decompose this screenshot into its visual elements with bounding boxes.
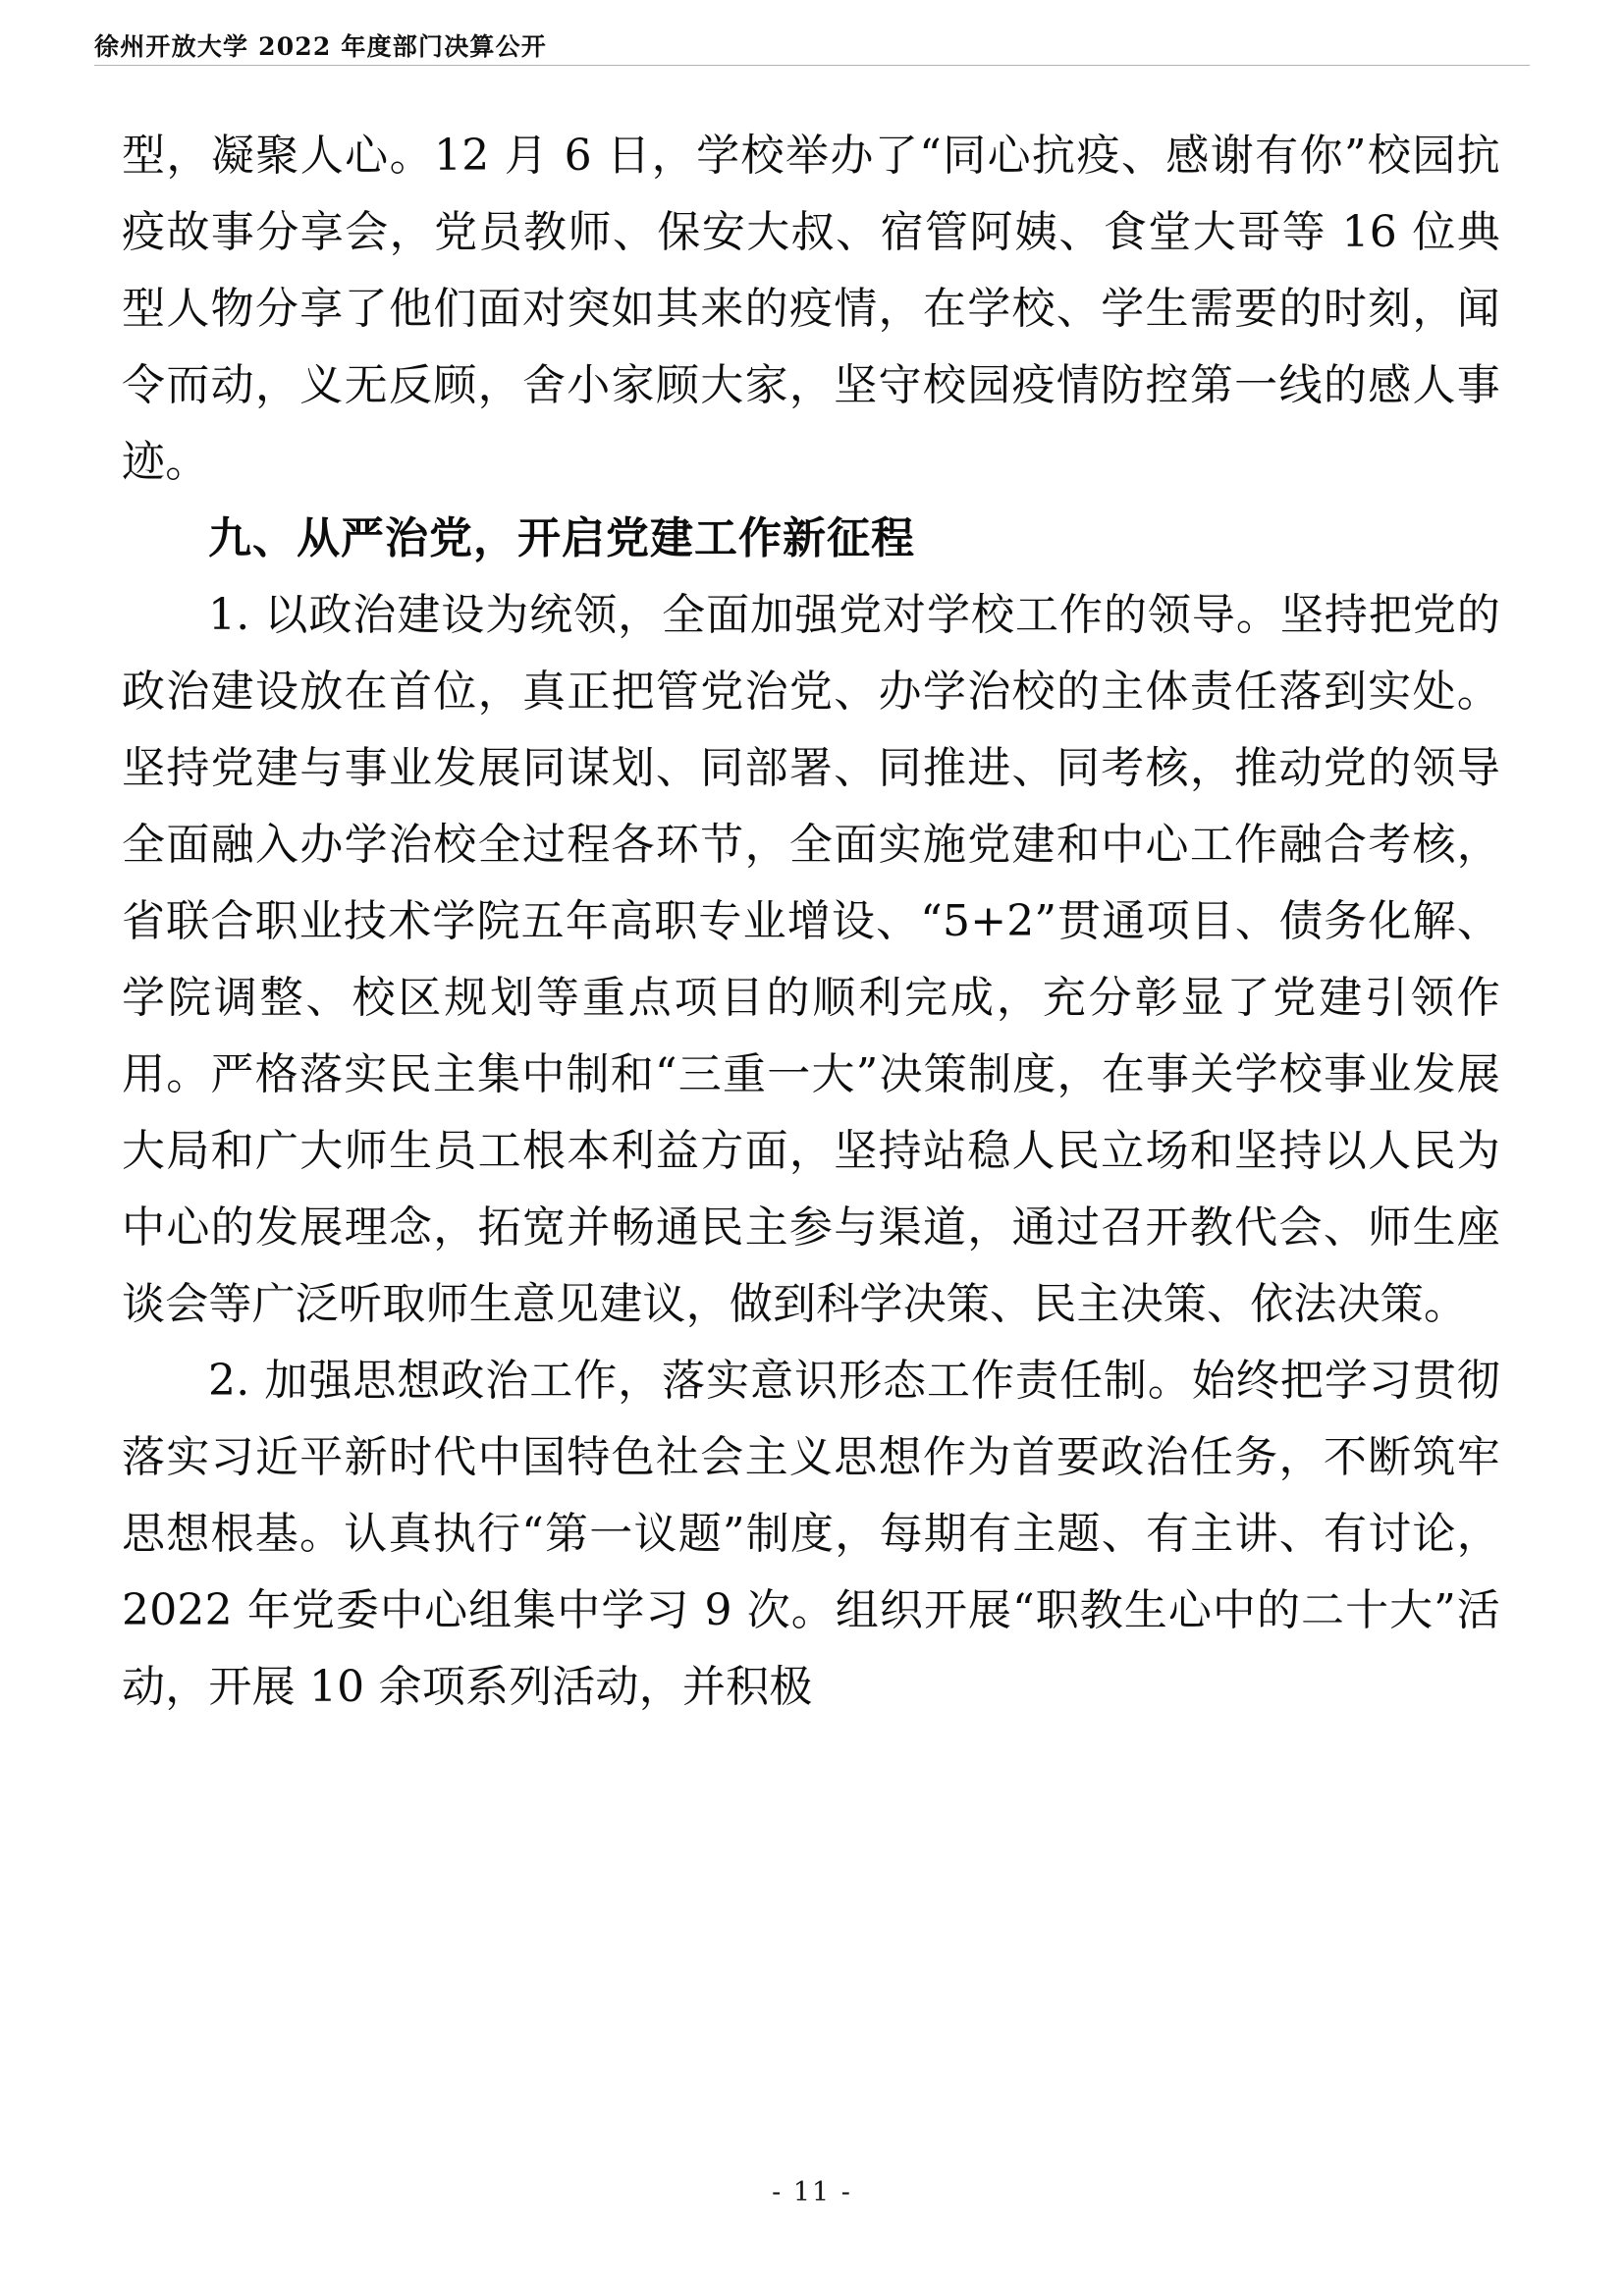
paragraph-item-1: 1. 以政治建设为统领，全面加强党对学校工作的领导。坚持把党的政治建设放在首位，真正把管党治党、办学治校的主体责任落到实处。坚持党建与事业发展同谋划、同部署、同推进、同考核，推动党的领导全面融入办学治校全过程各环节，全面实施党建和中心工作融合考核，省联合职业技术学院五年高职专业增设、“5+2”贯通项目、债务化解、学院调整、校区规划等重点项目的顺利完成，充分彰显了党建引领作用。严格落实民主集中制和“三重一大”决策制度，在事关学校事业发展大局和广大师生员工根本利益方面，坚持站稳人民立场和坚持以人民为中心的发展理念，拓宽并畅通民主参与渠道，通过召开教代会、师生座谈会等广泛听取师生意见建议，做到科学决策、民主决策、依法决策。 <box>122 590 1500 1329</box>
page-number: - 11 - <box>772 2177 852 2208</box>
paragraph-item-2: 2. 加强思想政治工作，落实意识形态工作责任制。始终把学习贯彻落实习近平新时代中国特色社会主义思想作为首要政治任务，不断筑牢思想根基。认真执行“第一议题”制度，每期有主题、有主讲、有讨论，2022 年党委中心组集中学习 9 次。组织开展“职教生心中的二十大”活动，开展 10 余项系列活动，并积极 <box>122 1356 1500 1712</box>
paragraph-continued: 型，凝聚人心。12 月 6 日，学校举办了“同心抗疫、感谢有你”校园抗疫故事分享会，党员教师、保安大叔、宿管阿姨、食堂大哥等 16 位典型人物分享了他们面对突如其来的疫情，在学校、学生需要的时刻，闻令而动，义无反顾，舍小家顾大家，坚守校园疫情防控第一线的感人事迹。 <box>122 131 1500 487</box>
header-divider <box>94 65 1530 66</box>
page-footer <box>0 2177 1624 2208</box>
header-title: 徐州开放大学 2022 年度部门决算公开 <box>94 32 547 61</box>
document-body <box>122 118 1500 1726</box>
section-heading-nine: 九、从严治党，开启党建工作新征程 <box>208 513 915 563</box>
page-header <box>0 0 1624 73</box>
